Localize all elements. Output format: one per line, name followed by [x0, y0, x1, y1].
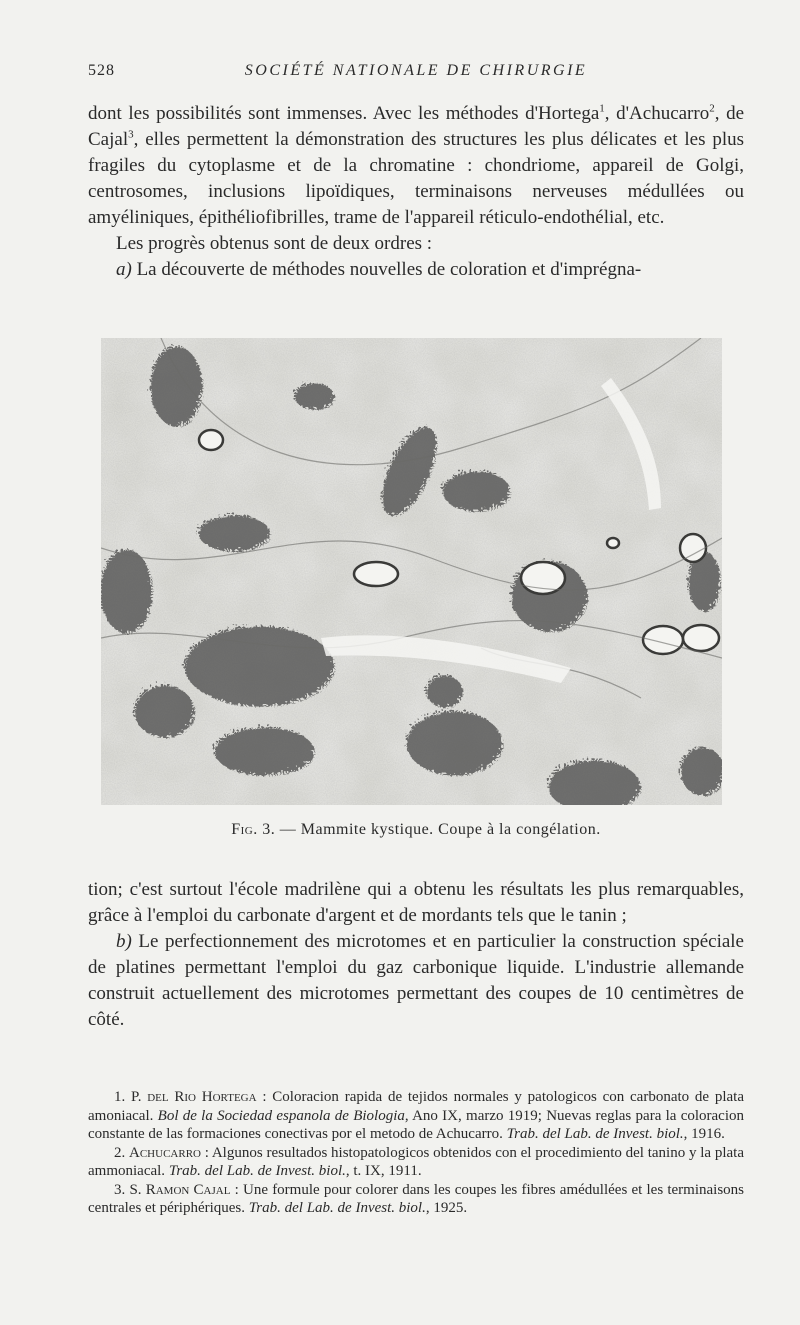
- text-run: : Coloracion rapida de tejidos normales y patologicos con carbonato de plata amoniacal.: [88, 1089, 745, 1124]
- list-marker-a: a): [116, 259, 132, 280]
- text-run: , 1916.: [683, 1126, 725, 1142]
- footnote-2: [88, 1144, 744, 1181]
- figure-caption: [88, 821, 744, 839]
- footnote-number: 2.: [114, 1144, 130, 1161]
- paragraph-item-b: [88, 929, 744, 1033]
- text-run: , d'Achucarro: [604, 103, 710, 124]
- list-marker-b: b): [116, 931, 132, 952]
- footnote-author: Achucarro: [129, 1144, 201, 1161]
- histology-photograph: [101, 338, 722, 805]
- text-run: Le perfectionnement des microtomes et en particulier la construction spéciale de platines permettant l'emploi du gaz carbonique liquide. L'industrie allemande construit actuellement des microtomes permettant des coupes de 10 centimètres de côté.: [88, 931, 744, 1030]
- paragraph-item-a: [88, 257, 744, 283]
- text-block-bottom: [88, 877, 744, 1033]
- text-run: : Algunos resultados histopatologicos obtenidos con el procedimiento del tanino y la plata ammoniacal.: [88, 1144, 744, 1179]
- text-run: : Une formule pour colorer dans les coupes les fibres amédullées et les terminaisons centrales et périphériques.: [88, 1181, 745, 1216]
- text-run: , t. IX, 1911.: [345, 1163, 422, 1179]
- footnote-number: 1.: [114, 1089, 132, 1105]
- footnote-author: P. del Rio Hortega: [131, 1089, 257, 1105]
- footnote-journal: Trab. del Lab. de Invest. biol.: [506, 1126, 684, 1142]
- text-run: La découverte de méthodes nouvelles de coloration et d'imprégna-: [131, 259, 642, 280]
- footnote-ref-3: 3: [128, 128, 134, 141]
- caption-text: — Mammite kystique. Coupe à la congélation.: [275, 821, 601, 838]
- footnote-ref-1: 1: [599, 102, 605, 115]
- page-header: [88, 62, 744, 86]
- footnote-3: [88, 1181, 744, 1218]
- footnote-number: 3.: [114, 1181, 130, 1198]
- paragraph-progress: Les progrès obtenus sont de deux ordres :: [116, 233, 433, 254]
- page-number: 528: [88, 62, 115, 79]
- text-block-top: [88, 101, 744, 283]
- paragraph-continuation: tion; c'est surtout l'école madrilène qui a obtenu les résultats les plus remarquables, grâce à l'emploi du carbonate d'argent et de mordants tels que le tanin ;: [88, 879, 744, 926]
- footnote-journal: Trab. del Lab. de Invest. biol.: [248, 1200, 426, 1216]
- text-run: , 1925.: [425, 1200, 468, 1216]
- running-title: SOCIÉTÉ NATIONALE DE CHIRURGIE: [244, 62, 588, 79]
- footnote-ref-2: 2: [709, 102, 715, 115]
- text-run: , elles permettent la démonstration des structures les plus délicates et les plus fragiles du cytoplasme et de la chromatine : chondriome, appareil de Golgi, centrosomes, inclusions lipoïdiques, terminaisons nerveuses médullées ou amyéliniques, épithéliofibrilles, trame de l'appareil réticulo-endothélial, etc.: [88, 129, 744, 228]
- figure-label: Fig. 3.: [231, 821, 276, 838]
- footnotes: [88, 1088, 744, 1218]
- footnote-journal: Bol de la Sociedad espanola de Biologia: [157, 1107, 405, 1124]
- text-run: , Ano IX, marzo 1919; Nuevas reglas para la coloracion constante de las formaciones conectivas por el metodo de Achucarro.: [88, 1107, 745, 1142]
- footnote-1: [88, 1088, 744, 1144]
- text-run: dont les possibilités sont immenses. Avec les méthodes d'Hortega: [88, 103, 600, 124]
- text-run: , de Cajal: [88, 103, 744, 150]
- footnote-author: S. Ramon Cajal: [129, 1181, 231, 1198]
- paragraph-methods: [88, 101, 744, 231]
- micrograph-illustration: [101, 338, 722, 805]
- footnote-journal: Trab. del Lab. de Invest. biol.: [168, 1163, 346, 1179]
